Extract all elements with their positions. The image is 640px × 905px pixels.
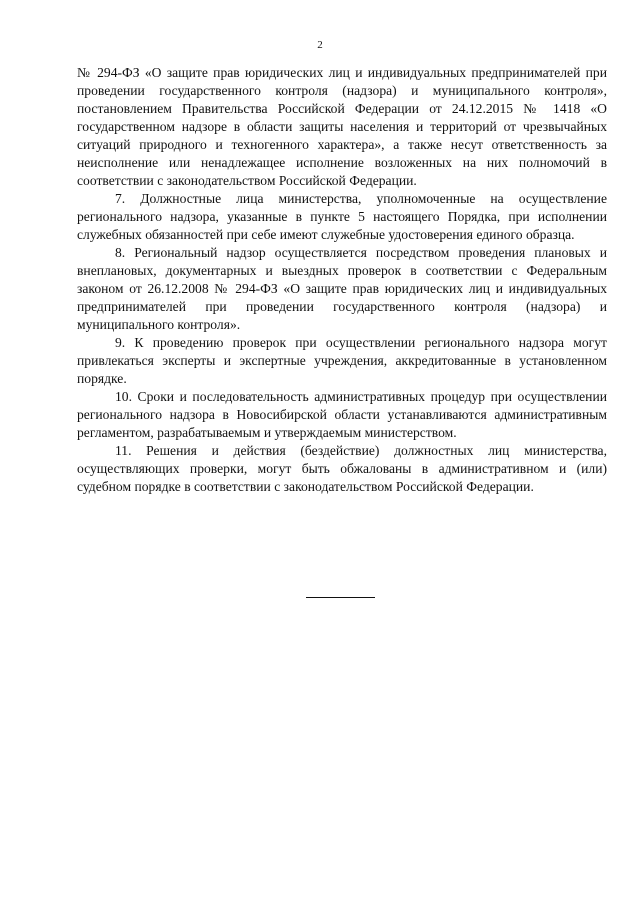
paragraph-10: 10. Сроки и последовательность административных процедур при осуществлении регионального надзора в Новосибирской области устанавливаются административным регламентом, разрабатываемым и утверждаемым министерством. xyxy=(77,389,607,440)
paragraph-7: 7. Должностные лица министерства, уполномоченные на осуществление регионального надзора, указанные в пункте 5 настоящего Порядка, при исполнении служебных обязанностей при себе имеют служебные удостоверения единого образца. xyxy=(77,191,607,242)
paragraph-8: 8. Региональный надзор осуществляется посредством проведения плановых и внеплановых, документарных и выездных проверок в соответствии с Федеральным законом от 26.12.2008 № 294-ФЗ «О защите прав юридических лиц и индивидуальных предпринимателей при проведении государственного контроля (надзора) и муниципального контроля». xyxy=(77,245,607,332)
end-of-document-line xyxy=(306,597,375,598)
paragraph-9: 9. К проведению проверок при осуществлении регионального надзора могут привлекаться эксперты и экспертные учреждения, аккредитованные в установленном порядке. xyxy=(77,335,607,386)
document-body xyxy=(77,64,607,496)
paragraph-continuation: № 294-ФЗ «О защите прав юридических лиц и индивидуальных предпринимателей при проведении государственного контроля (надзора) и муниципального контроля», постановлением Правительства Российской Федерации от 24.12.2015 № 1418 «О государственном надзоре в области защиты населения и территорий от чрезвычайных ситуаций природного и техногенного характера», а также несут ответственность за неисполнение или ненадлежащее исполнение возложенных на них полномочий в соответствии с законодательством Российской Федерации. xyxy=(77,65,607,188)
page-number: 2 xyxy=(317,39,323,51)
paragraph-11: 11. Решения и действия (бездействие) должностных лиц министерства, осуществляющих проверки, могут быть обжалованы в административном и (или) судебном порядке в соответствии с законодательством Российской Федерации. xyxy=(77,443,607,494)
